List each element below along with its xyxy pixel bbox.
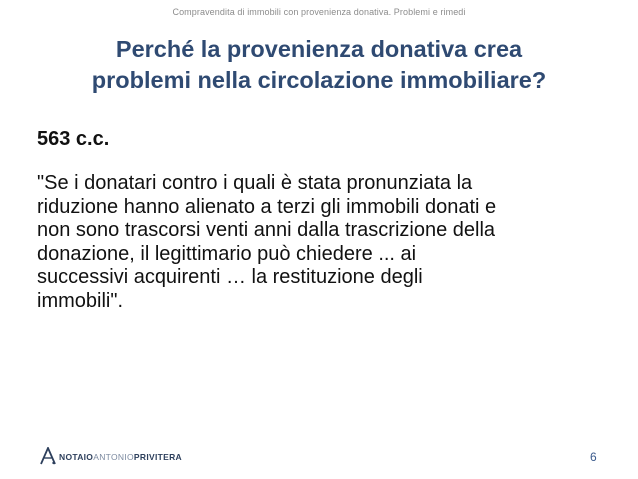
logo-word-privitera: PRIVITERA [133, 452, 182, 462]
logo-a-icon [40, 447, 56, 465]
header-note: Compravendita di immobili con provenienza donativa. Problemi e rimedi [172, 7, 466, 17]
body-line-3: non sono trascorsi venti anni dalla trascrizione della [37, 219, 496, 241]
slide-title-line-1: Perché la provenienza donativa crea [115, 36, 523, 62]
article-reference: 563 c.c. [37, 128, 110, 150]
logo-word-notaio: NOTAIO [59, 452, 94, 462]
body-line-5: successivi acquirenti … la restituzione degli [37, 266, 423, 288]
slide-title [20, 34, 618, 96]
slide-title-line-2: problemi nella circolazione immobiliare? [91, 67, 547, 93]
body-line-1: "Se i donatari contro i quali è stata pronunziata la [37, 172, 473, 194]
body-line-4: donazione, il legittimario può chiedere ... ai [37, 242, 417, 265]
logo-wordmark [59, 452, 182, 462]
body-line-2: riduzione hanno alienato a terzi gli immobili donati e [37, 195, 497, 218]
notary-logo [40, 447, 182, 465]
body-line-6: immobili". [37, 289, 123, 312]
quoted-article-text [37, 172, 607, 313]
logo-word-antonio: ANTONIO [93, 452, 134, 462]
page-number: 6 [590, 450, 597, 464]
